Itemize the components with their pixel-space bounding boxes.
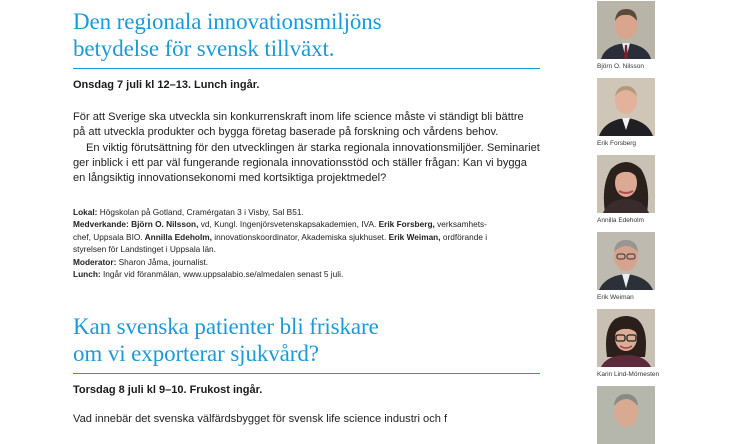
participant-name: Björn O. Nilsson, <box>128 219 199 230</box>
person-karin-lind-mornesten <box>597 309 717 378</box>
participant-role: ordförande i <box>440 231 488 242</box>
person-partial <box>597 386 717 444</box>
portrait-photo <box>597 78 655 136</box>
section2-title-line1: Kan svenska patienter bli friskare <box>73 314 379 339</box>
section1-datetime: Onsdag 7 juli kl 12–13. Lunch ingår. <box>73 79 260 91</box>
participant-role: chef, Uppsala BIO. <box>73 231 143 242</box>
person-erik-weiman <box>597 232 717 301</box>
person-caption: Björn O. Nilsson <box>597 63 644 70</box>
participant-name: Annilla Edeholm, <box>142 231 212 242</box>
intro-line: Vad innebär det svenska välfärdsbygget för svensk life science industri och f <box>73 413 448 425</box>
moderator-label: Moderator: <box>73 256 117 267</box>
section2-datetime: Torsdag 8 juli kl 9–10. Frukost ingår. <box>73 384 263 396</box>
portrait-photo <box>597 309 655 367</box>
moderator-line <box>73 256 553 268</box>
intro-line: För att Sverige ska utveckla sin konkurrenskraft inom life science måste vi ständigt bli bättre <box>73 111 524 123</box>
intro-line: en långsiktig innovationsekonomi med kortsiktiga projektmedel? <box>73 172 387 185</box>
moderator-text: Sharon Jåma, journalist. <box>116 256 209 267</box>
portrait-photo <box>597 1 655 59</box>
section1-title <box>73 8 382 62</box>
participant-name: Erik Weiman, <box>386 231 441 242</box>
intro-line: En viktig förutsättning för den utvecklingen är starka regionala innovationsmiljöer. Seminariet <box>86 141 540 154</box>
intro-line: på att utveckla produkter och bygga företag baserade på forskning och vårdens behov. <box>73 126 499 139</box>
section1-title-line2: betydelse för svensk tillväxt. <box>73 36 335 61</box>
lokal-line <box>73 206 553 218</box>
medverkande-label: Medverkande: <box>73 219 129 230</box>
lunch-label: Lunch: <box>73 269 101 280</box>
lunch-text: Ingår vid föranmälan, www.uppsalabio.se/almedalen senast 5 juli. <box>100 269 344 280</box>
section1-title-line1: Den regionala innovationsmiljöns <box>73 9 382 34</box>
lunch-line <box>73 268 553 280</box>
portrait-photo <box>597 232 655 290</box>
person-bjorn-nilsson <box>597 1 717 70</box>
person-erik-forsberg <box>597 78 717 147</box>
lokal-label: Lokal: <box>73 207 98 217</box>
person-caption: Erik Weiman <box>597 294 634 301</box>
intro-line: ger inblick i ett par väl fungerande regionala innovationsstöd och ställer frågan: Kan vi bygga <box>73 156 527 169</box>
person-caption: Erik Forsberg <box>597 140 637 147</box>
section2-intro <box>73 412 553 427</box>
participant-role: vd, Kungl. Ingenjörsvetenskapsakademien, IVA. <box>198 219 377 230</box>
section2-divider <box>73 373 540 374</box>
medverkande-line-3: styrelsen för Landstinget i Uppsala län. <box>73 244 216 255</box>
participant-role: innovationskoordinator, Akademiska sjukhuset. <box>211 231 387 242</box>
participant-role: verksamhets- <box>434 219 487 230</box>
person-annilla-edeholm <box>597 155 717 224</box>
section1-details <box>73 206 553 280</box>
medverkande-line <box>73 218 553 230</box>
section2-title <box>73 313 379 367</box>
participant-name: Erik Forsberg, <box>376 219 435 230</box>
section1-intro <box>73 110 553 186</box>
person-caption: Karin Lind-Mörnesten <box>597 371 660 378</box>
portrait-photo <box>597 155 655 213</box>
section2-title-line2: om vi exporterar sjukvård? <box>73 341 319 366</box>
section1-divider <box>73 68 540 69</box>
medverkande-line-2 <box>73 231 553 243</box>
lokal-text: Högskolan på Gotland, Cramérgatan 3 i Visby, Sal B51. <box>97 207 304 217</box>
portrait-photo <box>597 386 655 444</box>
person-caption: Annilla Edeholm <box>597 217 644 224</box>
